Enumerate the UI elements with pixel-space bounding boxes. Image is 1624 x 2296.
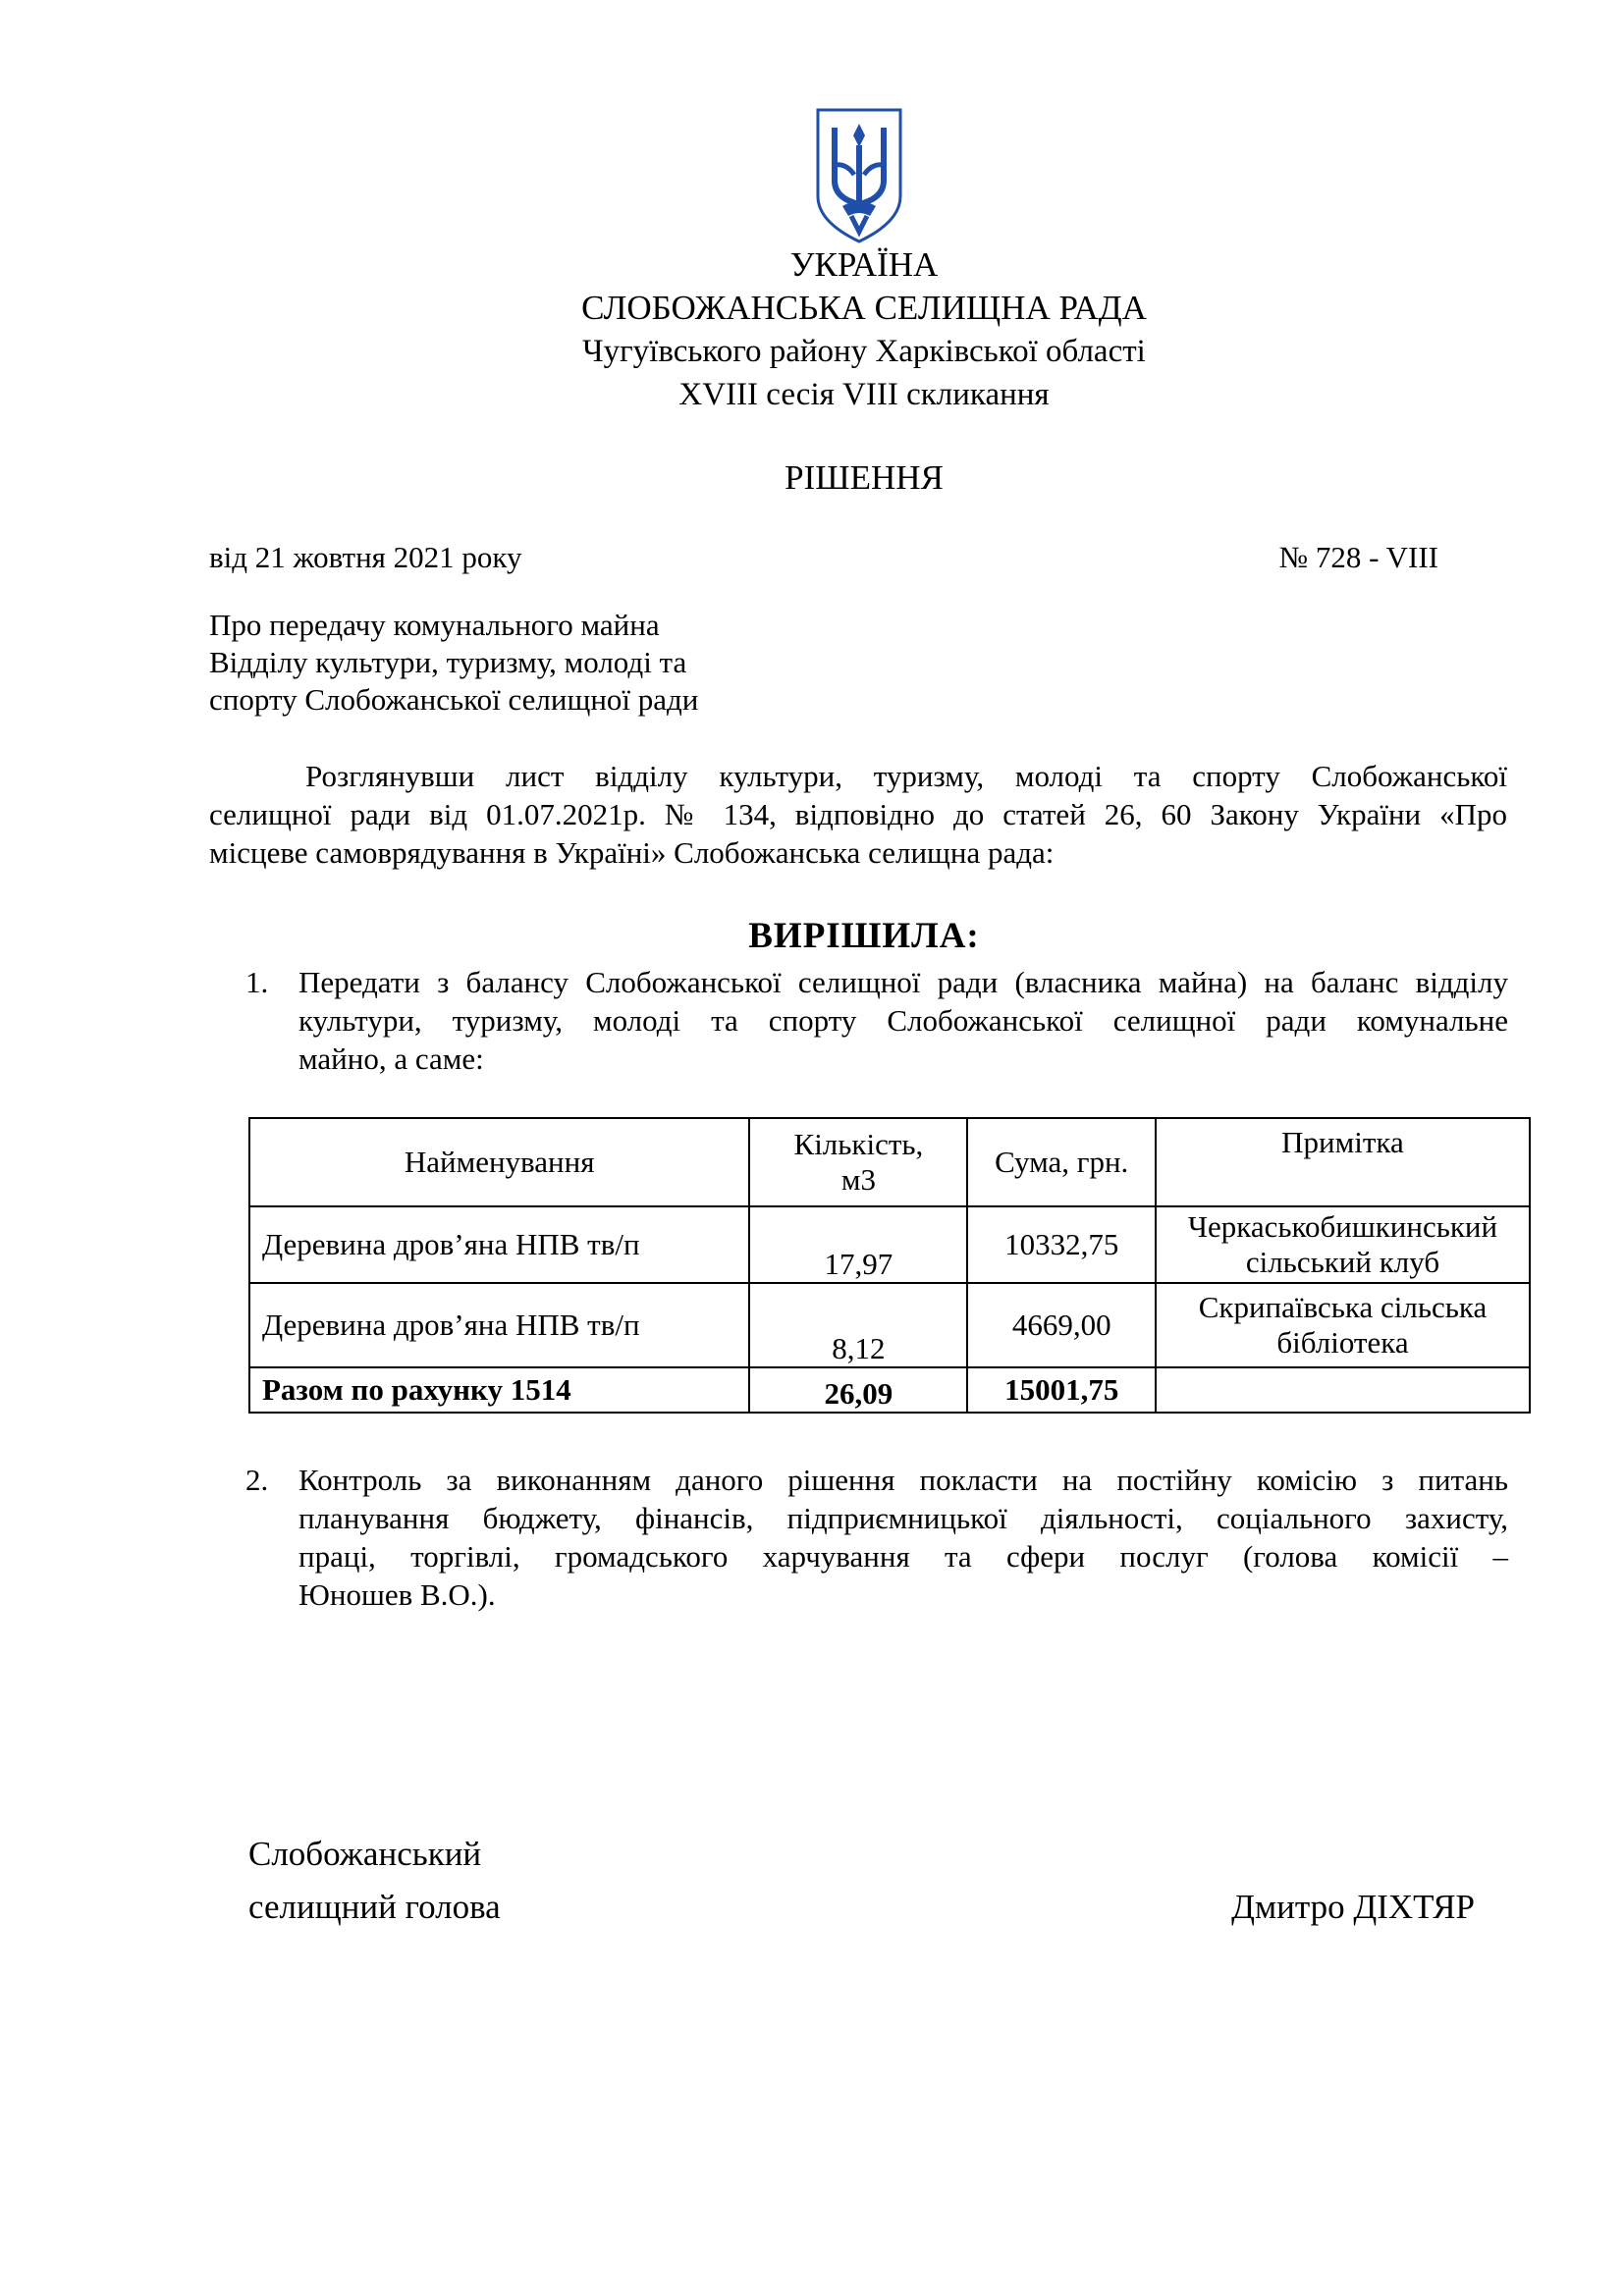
note-line: Черкаськобишкинський xyxy=(1187,1209,1498,1244)
column-header-quantity-label: Кількість, xyxy=(793,1127,924,1161)
cell-quantity: 17,97 xyxy=(749,1206,967,1283)
item-text xyxy=(298,963,1508,1078)
council-region: Чугуївського району Харківської області xyxy=(582,334,1146,369)
note-line: бібліотека xyxy=(1276,1325,1409,1360)
council-session: XVIII сесія VIII скликання xyxy=(678,377,1050,412)
cell-name: Деревина дров’яна НПВ тв/п xyxy=(249,1206,749,1283)
note-line: Скрипаївська сільська xyxy=(1198,1290,1488,1324)
item-text xyxy=(298,1461,1508,1614)
preamble-line: Розглянувши лист відділу культури, туризму, молоді та спорту Слобожанської xyxy=(305,759,1507,793)
item-line: праці, торгівлі, громадського харчування та сфери послуг (голова комісії – xyxy=(298,1539,1508,1574)
coat-of-arms-trident-icon xyxy=(813,106,905,245)
table-total-row xyxy=(249,1367,1530,1413)
total-label: Разом по рахунку 1514 xyxy=(249,1367,749,1413)
preamble-line: місцеве самоврядування в Україні» Слобожанська селищна рада: xyxy=(209,835,1055,870)
item-line: майно, а саме: xyxy=(298,1041,484,1076)
subject-line: Відділу культури, туризму, молоді та xyxy=(209,645,687,679)
column-header-note: Примітка xyxy=(1156,1118,1530,1206)
total-quantity: 26,09 xyxy=(749,1367,967,1413)
assets-table xyxy=(248,1117,1531,1414)
resolved-heading: ВИРІШИЛА: xyxy=(748,916,980,956)
subject-line: Про передачу комунального майна xyxy=(209,608,660,642)
preamble-line: селищної ради від 01.07.2021р. № 134, відповідно до статей 26, 60 Закону України «Про xyxy=(209,797,1507,831)
item-line: планування бюджету, фінансів, підприємницької діяльності, соціального захисту, xyxy=(298,1501,1508,1535)
note-line: сільський клуб xyxy=(1245,1245,1440,1279)
cell-quantity: 8,12 xyxy=(749,1283,967,1367)
table-row xyxy=(249,1206,1530,1283)
item-line: Юношев В.О.). xyxy=(298,1577,496,1612)
cell-note xyxy=(1156,1206,1530,1283)
column-header-quantity xyxy=(749,1118,967,1206)
country-name: УКРАЇНА xyxy=(789,245,939,284)
decision-date: від 21 жовтня 2021 року xyxy=(209,540,522,574)
column-header-name: Найменування xyxy=(249,1118,749,1206)
cell-note xyxy=(1156,1283,1530,1367)
signatory-title-line: селищний голова xyxy=(248,1888,501,1926)
item-line: Передати з балансу Слобожанської селищної ради (власника майна) на баланс відділу xyxy=(298,965,1508,999)
signatory-name: Дмитро ДІХТЯР xyxy=(1231,1888,1475,1926)
item-line: Контроль за виконанням даного рішення покласти на постійну комісію з питань xyxy=(298,1463,1508,1497)
item-number: 2. xyxy=(245,1463,269,1497)
council-name: СЛОБОЖАНСЬКА СЕЛИЩНА РАДА xyxy=(581,289,1147,327)
document-header xyxy=(0,243,1624,416)
preamble-paragraph xyxy=(209,757,1507,872)
subject-line: спорту Слобожанської селищної ради xyxy=(209,682,699,717)
total-sum: 15001,75 xyxy=(967,1367,1156,1413)
item-number: 1. xyxy=(245,965,269,999)
signatory-title-line: Слобожанський xyxy=(248,1835,482,1873)
table-header-row xyxy=(249,1118,1530,1206)
total-note xyxy=(1156,1367,1530,1413)
signatory-title xyxy=(248,1828,501,1934)
cell-sum: 10332,75 xyxy=(967,1206,1156,1283)
column-header-sum: Сума, грн. xyxy=(967,1118,1156,1206)
cell-sum: 4669,00 xyxy=(967,1283,1156,1367)
cell-name: Деревина дров’яна НПВ тв/п xyxy=(249,1283,749,1367)
decision-subject xyxy=(209,607,698,719)
document-type-title: РІШЕННЯ xyxy=(785,458,944,497)
table-row xyxy=(249,1283,1530,1367)
decision-number: № 728 - VIII xyxy=(1278,540,1438,574)
item-line: культури, туризму, молоді та спорту Слобожанської селищної ради комунальне xyxy=(298,1003,1508,1038)
column-header-quantity-unit: м3 xyxy=(840,1162,876,1197)
